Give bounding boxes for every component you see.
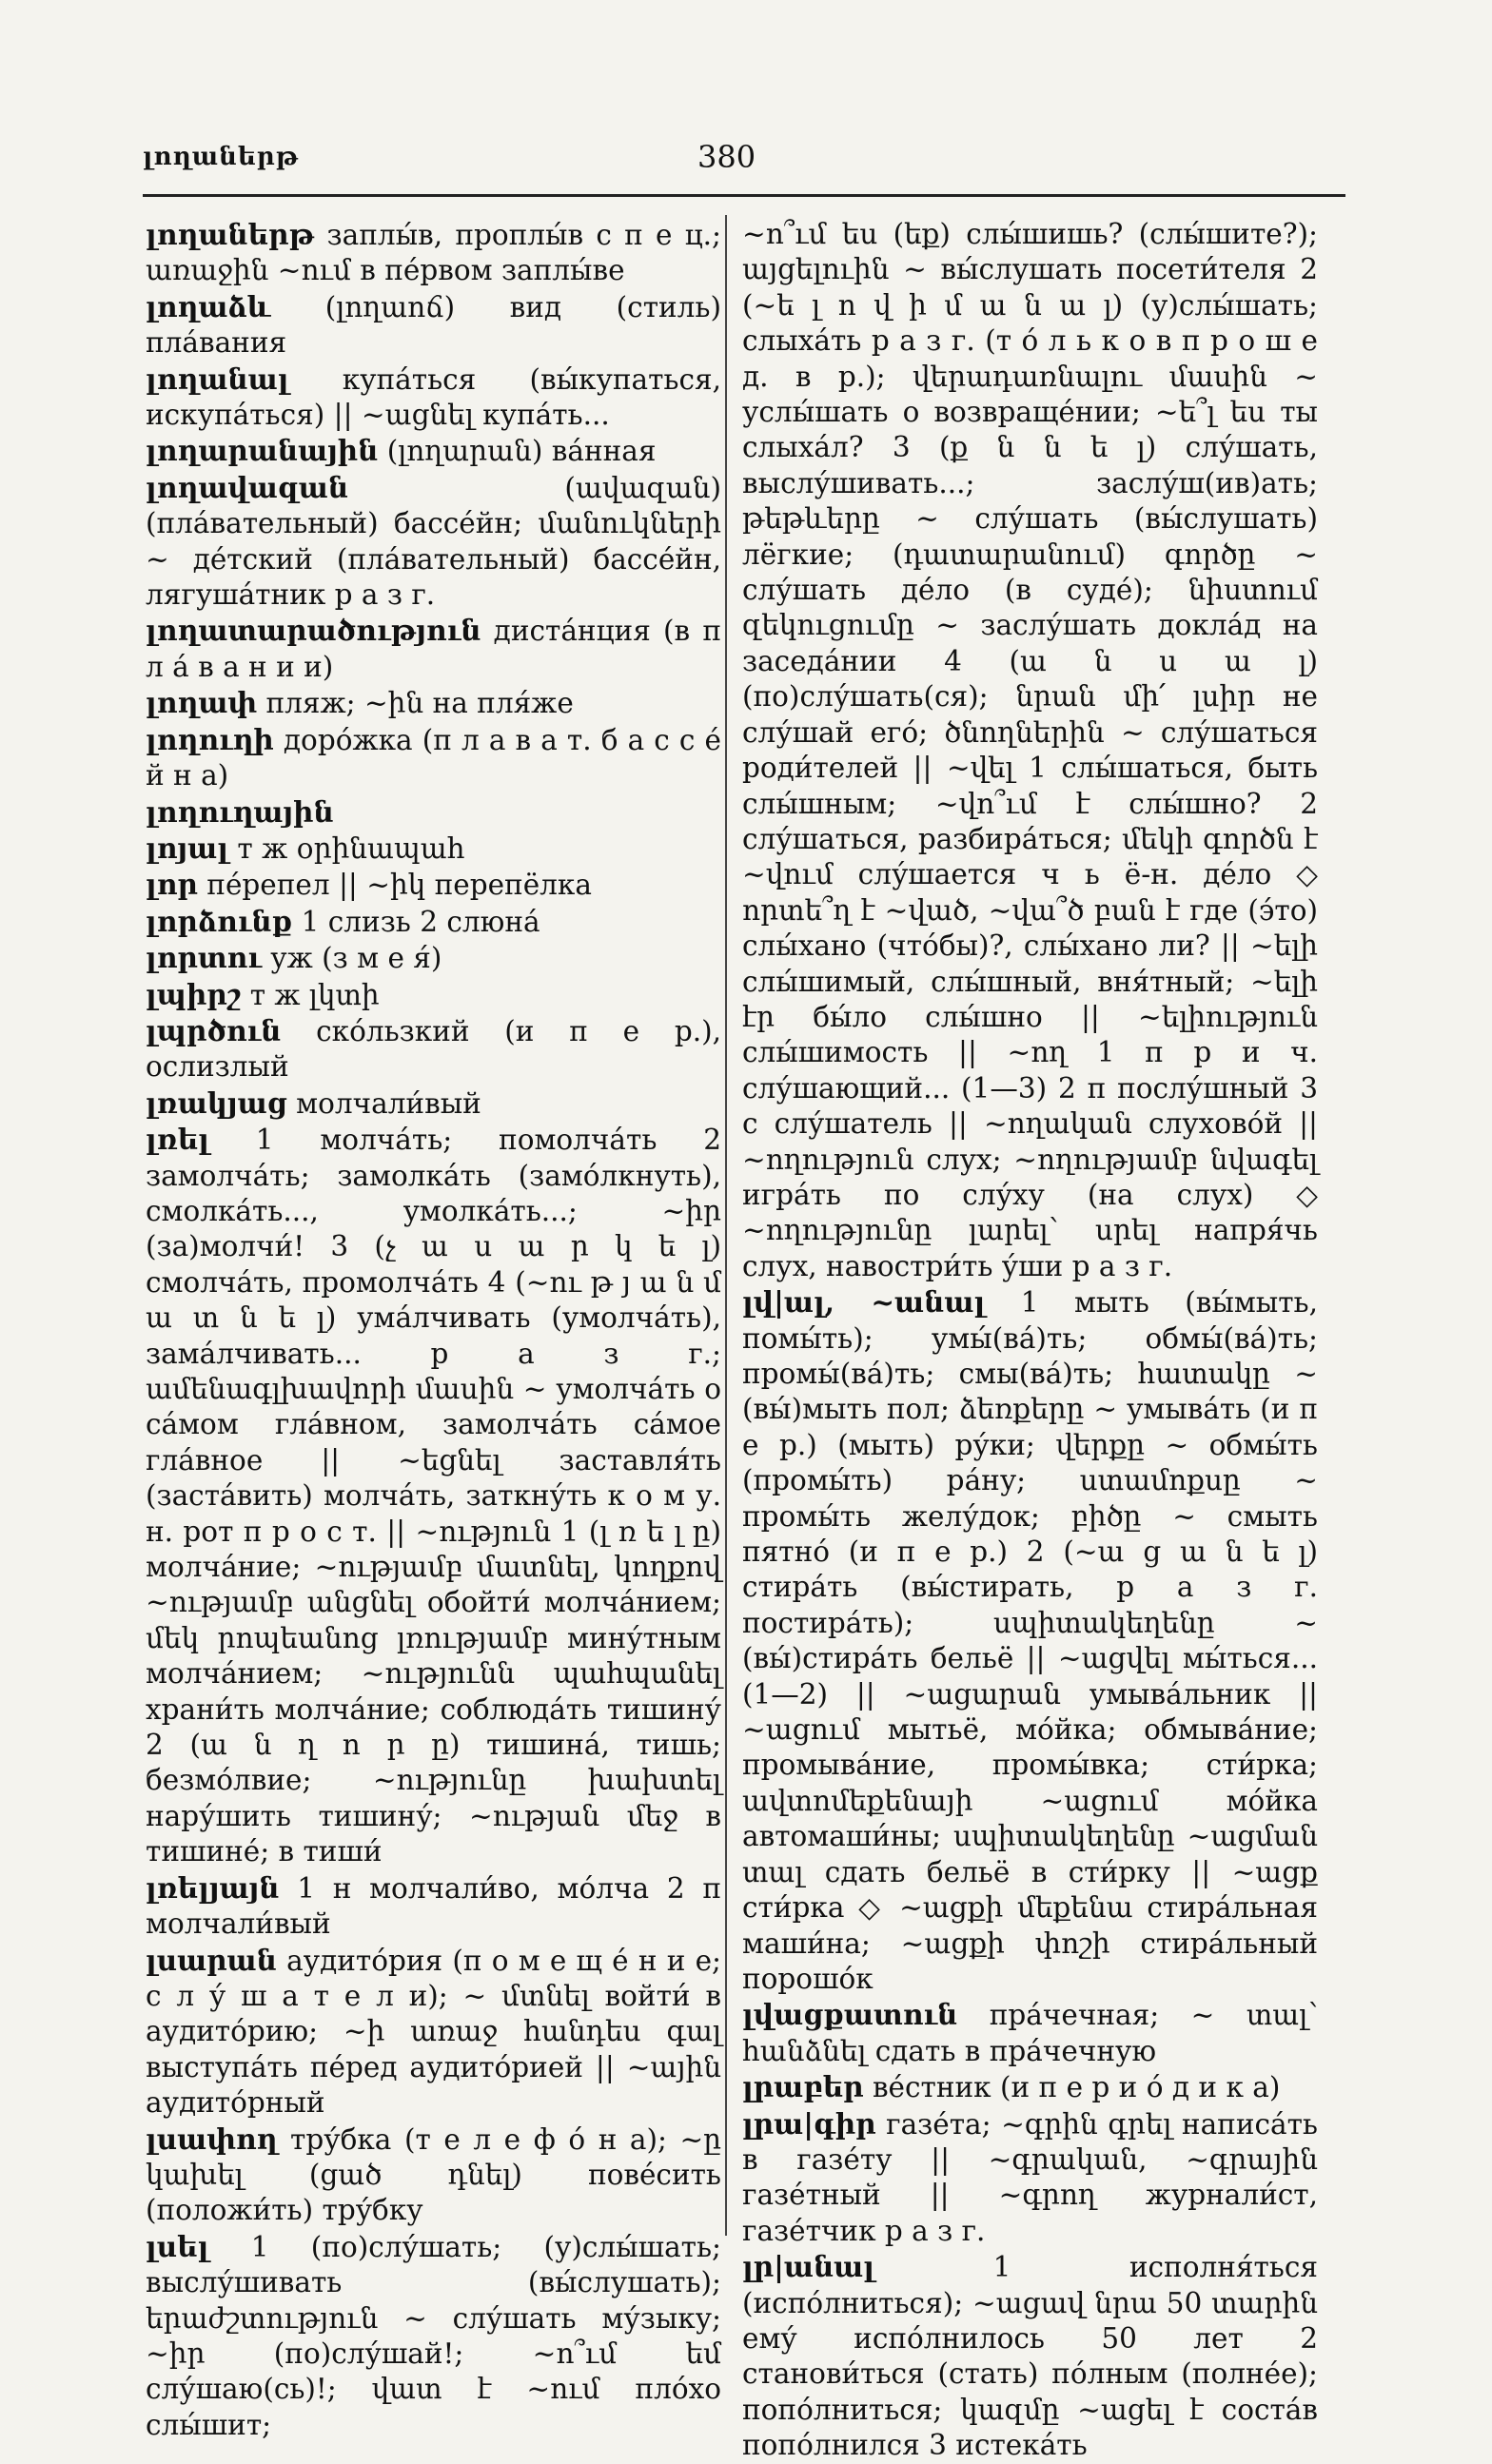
entry-headword: լողանալ (146, 362, 289, 396)
dictionary-entry (146, 1013, 721, 1085)
page-header (143, 139, 1351, 181)
entry-definition: 1 слизь 2 слюна́ (301, 905, 540, 938)
entry-definition: (ավազան) (пла́вательный) бассе́йн; մանուկների ~ де́тский (пла́вательный) бассе́йн, лягуша́тник р а з г. (146, 471, 721, 612)
dictionary-entry (742, 2069, 1318, 2105)
entry-headword: լսարան (146, 1943, 277, 1977)
entry-headword: լսափող (146, 2122, 278, 2156)
header-rule (143, 194, 1345, 197)
entry-definition: т ж լկտի (249, 978, 380, 1011)
entry-definition: доро́жка (п л а в а т. б а с с е́ й н а) (146, 723, 721, 792)
entry-headword: լորձունք (146, 904, 293, 938)
entry-definition: купа́ться (вы́купаться, искупа́ться) || ~ացնել купа́ть... (146, 362, 721, 432)
entry-headword: լռակյաց (146, 1085, 287, 1120)
entry-definition: пра́чечная; ~ տալ՝ հանձնել сдать в пра́чечную (742, 1999, 1318, 2067)
entry-definition: пляж; ~ին на пля́же (265, 687, 574, 720)
right-column (742, 217, 1318, 2462)
dictionary-entry (146, 2122, 721, 2229)
entry-headword: լորտու (146, 941, 262, 975)
entry-headword: լողաձև (146, 289, 271, 323)
dictionary-entry (146, 1085, 721, 1122)
entry-headword: լոյալ (146, 831, 228, 865)
dictionary-entry (146, 904, 721, 940)
entry-headword: լռել (146, 1123, 209, 1157)
entry-definition: газе́та; ~գրին գրել написа́ть в газе́ту || ~գրական, ~գրային газе́тный || ~գրող журнали́ст, газе́тчик р а з г. (742, 2107, 1318, 2247)
page-number: 380 (697, 139, 756, 175)
running-head: լողաներթ (143, 143, 300, 171)
entry-headword: լպրծուն (146, 1013, 282, 1047)
entry-headword: լողաներթ (146, 218, 315, 251)
entry-definition: молчали́вый (296, 1086, 481, 1120)
dictionary-entry (146, 722, 721, 794)
entry-headword: լպիրշ (146, 977, 242, 1011)
entry-headword: լողափ (146, 686, 258, 720)
entry-definition: тру́бка (т е л е ф о́ н а); ~ը կախել (ցած դնել) пове́сить (положи́ть) тру́бку (146, 2122, 721, 2227)
entry-definition: 1 н молчали́во, мо́лча 2 п молчали́вый (146, 1871, 721, 1941)
entry-headword: լվացքատուն (742, 1998, 958, 2032)
dictionary-entry (146, 362, 721, 434)
dictionary-entry (742, 2106, 1318, 2250)
entry-headword: լռելյայն (146, 1870, 280, 1905)
entry-definition: ~ո՞ւմ ես (եք) слы́шишь? (слы́шите?); այցելուին ~ вы́слушать посети́теля 2 (~ե լ ո վ ի մ ա ն ա լ) (у)слы́шать; слыха́ть р а з г. (т о́ л ь к о в п р о ш е д. в р.); վերադառնալու մասին ~ услы́шать о возвраще́нии; ~ե՞լ ես ты слыха́л? 3 (ք ն ն ե լ) слу́шать, выслу́шивать...; заслу́ш(ив)ать; թեթևերը ~ слу́шать (вы́слушать) лёгкие; (դատարանում) գործը ~ слу́шать де́ло (в суде́); նիստում զեկուցումը ~ заслу́шать докла́д на заседа́нии 4 (ա ն ս ա լ) (по)слу́шать(ся); նրան մի՛ լսիր не слу́шай его́; ծնողներին ~ слу́шаться роди́телей || ~վել 1 слы́шаться, быть слы́шным; ~վո՞ւմ է слы́шно? 2 слу́шаться, разбира́ться; մեկի գործն է ~վում слу́шается ч ь ё-н. де́ло ◇ որտե՞ղ է ~ված, ~վա՞ծ բան է где (э́то) слы́хано (что́бы)?, слы́хано ли? || ~ելի слы́шимый, слы́шный, вня́тный; ~ելի էր бы́ло слы́шно || ~ելիություն слы́шимость || ~ող 1 п р и ч. слу́шающий... (1—3) 2 п послу́шный 3 с слу́шатель || ~ողական слухово́й || ~ողություն слух; ~ողությամբ նվագել игра́ть по слу́ху (на слух) ◇ ~ողությունը լարել՝ սրել напря́чь слух, навостри́ть у́ши р а з г. (742, 218, 1318, 1282)
dictionary-entry (146, 867, 721, 903)
entry-headword: լսել (146, 2229, 209, 2263)
dictionary-entry (146, 940, 721, 976)
dictionary-entry (742, 1284, 1318, 1997)
entry-headword: լողուղային (146, 794, 334, 829)
dictionary-entry (146, 1943, 721, 2122)
dictionary-entry (742, 1997, 1318, 2069)
dictionary-entry (742, 2249, 1318, 2463)
entry-definition: заплы́в, проплы́в с п е ц.; առաջին ~ում в пе́рвом заплы́ве (146, 219, 721, 287)
entry-definition: (լողաոճ) вид (стиль) пла́вания (146, 290, 721, 360)
dictionary-entry (146, 433, 721, 469)
entry-definition: (լողարան) ва́нная (386, 435, 657, 468)
entry-headword: լրաբեր (742, 2070, 864, 2104)
dictionary-entry (146, 794, 721, 831)
entry-definition: 1 (по)слу́шать; (у)слы́шать; выслу́шивать (вы́слушать); երաժշտություն ~ слу́шать му́зыку; ~իր (по)слу́шай!; ~ո՞ւմ եմ слу́шаю(сь)!; վատ է ~ում пло́хо слы́шит; (146, 2230, 721, 2441)
entry-headword: լոր (146, 868, 198, 902)
left-column (146, 217, 721, 2441)
dictionary-entry (742, 217, 1318, 1284)
dictionary-entry (146, 685, 721, 721)
entry-definition: 1 мыть (вы́мыть, помы́ть); умы́(ва́)ть; обмы́(ва́)ть; промы́(ва́)ть; смы(ва́)ть; հատակը ~ (вы́)мыть пол; ձեռքերը ~ умыва́ть (и п е р.) (мыть) ру́ки; վերքը ~ обмы́ть (промы́ть) ра́ну; ստամոքսը ~ промы́ть желу́док; բիծը ~ смыть пятно́ (и п е р.) 2 (~ա ց ա ն ե լ) стира́ть (вы́стирать, р а з г. постира́ть); սպիտակեղենը ~ (вы́)стира́ть бельё || ~ացվել мы́ться... (1—2) || ~ացարան умыва́льник || ~ացում мытьё, мо́йка; обмыва́ние; промыва́ние, промы́вка; сти́рка; ավտոմեքենայի ~ացում мо́йка автомаши́ны; սպիտակեղենը ~ացման տալ сдать бельё в сти́рку || ~ացք сти́рка ◇ ~ացքի մեքենա стира́льная маши́на; ~ացքի փոշի стира́льный порошо́к (742, 1286, 1318, 1995)
entry-headword: լրա|գիր (742, 2106, 876, 2141)
entry-definition: аудито́рия (п о м е щ е́ н и е; с л у́ ш а т е л и); ~ մտնել войти́ в аудито́рию; ~ի առաջ հանդես գալ выступа́ть пе́ред аудито́рией || ~ային аудито́рный (146, 1944, 721, 2120)
dictionary-entry (146, 470, 721, 614)
dictionary-entry (146, 289, 721, 362)
entry-headword: լողարանային (146, 434, 379, 468)
entry-definition: т ж օրինապահ (237, 831, 465, 865)
entry-definition: ве́стник (и п е р и о́ д и к а) (872, 2071, 1281, 2104)
dictionary-entry (146, 217, 721, 289)
dictionary-entry (146, 1870, 721, 1943)
column-divider (725, 215, 727, 2236)
dictionary-entry (146, 1122, 721, 1870)
entry-headword: լվ|ալ, ~անալ (742, 1285, 986, 1320)
entry-definition: пе́репел || ~իկ перепёлка (206, 869, 592, 902)
dictionary-entry (146, 2229, 721, 2443)
entry-headword: լր|անալ (742, 2250, 875, 2284)
entry-definition: 1 молча́ть; помолча́ть 2 замолча́ть; замолка́ть (замо́лкнуть), смолка́ть..., умолка́ть...; ~իր (за)молчи́! 3 (չ ա ս ա ր կ ե լ) смолча́ть, промолча́ть 4 (~ու թ յ ա ն մ ա տ ն ե լ) ума́лчивать (умолча́ть), зама́лчивать... р а з г.; ամենագլխավորի մասին ~ умолча́ть о са́мом гла́вном, замолча́ть са́мое гла́вное || ~եցնել заставля́ть (заста́вить) молча́ть, заткну́ть к о м у. н. рот п р о с т. || ~ություն 1 (լ ռ ե լ ը) молча́ние; ~ությամբ մատնել, կողքով ~ությամբ անցնել обойти́ молча́нием; մեկ րոպեանոց լռությամբ мину́тным молча́нием; ~ությունն պահպանել храни́ть молча́ние; соблюда́ть тишину́ 2 (ա ն ղ ո ր ը) тишина́, тишь; безмо́лвие; ~ությունը խախտել нару́шить тишину́; ~ության մեջ в тишине́; в тиши́ (146, 1124, 721, 1868)
dictionary-entry (146, 613, 721, 685)
dictionary-entry (146, 977, 721, 1013)
entry-headword: լողատարածություն (146, 614, 481, 648)
entry-definition: уж (з м е я́) (270, 942, 442, 975)
entry-headword: լողավազան (146, 470, 349, 504)
dictionary-entry (146, 831, 721, 867)
entry-definition: 1 исполня́ться (испо́лниться); ~ացավ նրա 50 տարին ему́ испо́лнилось 50 лет 2 станови́ться (стать) по́лным (полне́е); попо́лниться; կազմը ~ացել է соста́в попо́лнился 3 истека́ть (742, 2251, 1318, 2462)
entry-definition: ско́льзкий (и п е р.), ослизлый (146, 1014, 721, 1084)
entry-definition: диста́нция (в п л а́ в а н и и) (146, 615, 721, 683)
entry-headword: լողուղի (146, 722, 274, 756)
